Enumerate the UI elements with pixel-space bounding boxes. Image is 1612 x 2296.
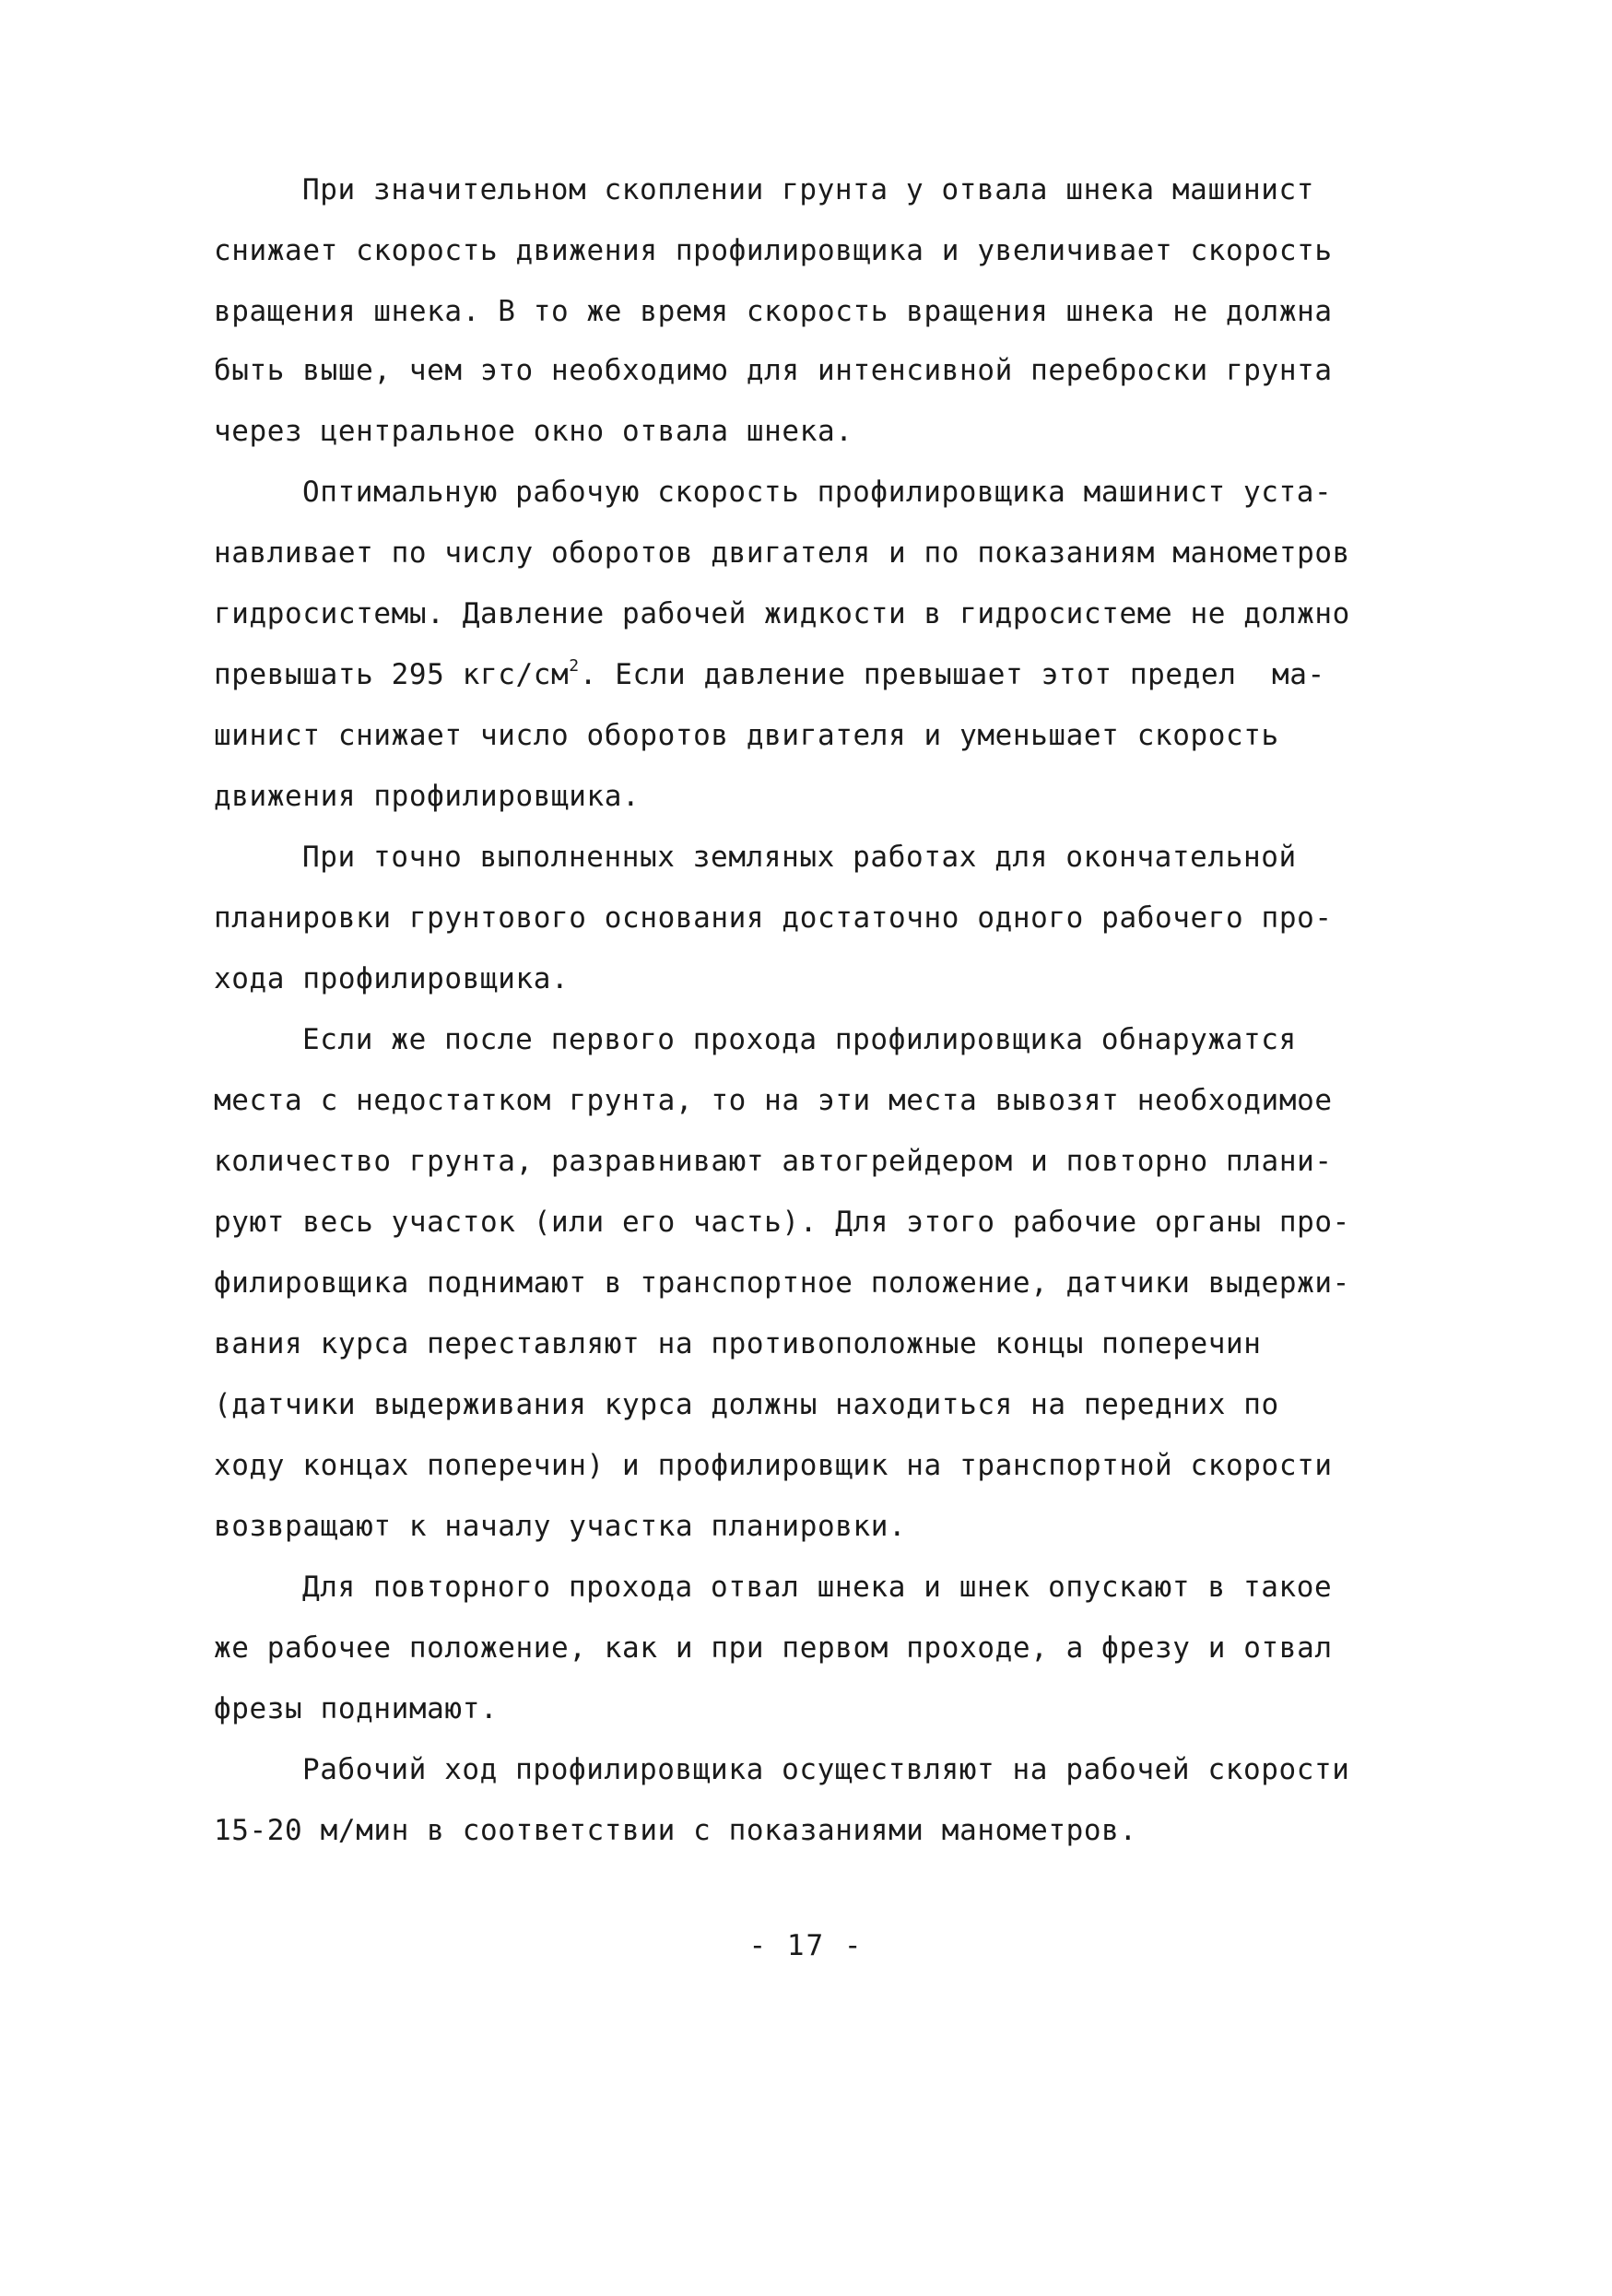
text-segment: . Если давление превышает этот предел ма-	[579, 658, 1325, 691]
text-line: Если же после первого прохода профилировщика обнаружатся	[302, 1023, 1297, 1056]
page-number: - 17 -	[748, 1929, 864, 1962]
text-line	[214, 656, 1325, 693]
text-line: фрезы поднимают.	[214, 1692, 499, 1725]
text-line: При точно выполненных земляных работах для окончательной	[302, 841, 1297, 874]
text-line: шинист снижает число оборотов двигателя и уменьшает скорость	[214, 719, 1279, 752]
text-line: быть выше, чем это необходимо для интенсивной переброски грунта	[214, 354, 1333, 387]
text-line: руют весь участок (или его часть). Для этого рабочие органы про-	[214, 1206, 1350, 1239]
text-line: филировщика поднимают в транспортное положение, датчики выдержи-	[214, 1266, 1350, 1300]
text-line: места с недостатком грунта, то на эти места вывозят необходимое	[214, 1084, 1333, 1117]
text-line: (датчики выдерживания курса должны находиться на передних по	[214, 1388, 1279, 1421]
text-line: планировки грунтового основания достаточно одного рабочего про-	[214, 901, 1333, 935]
text-line: гидросистемы. Давление рабочей жидкости в гидросистеме не должно	[214, 597, 1350, 630]
text-line: навливает по числу оборотов двигателя и по показаниям манометров	[214, 536, 1350, 570]
text-line: Оптимальную рабочую скорость профилировщика машинист уста-	[302, 476, 1333, 509]
text-line: возвращают к началу участка планировки.	[214, 1510, 907, 1543]
text-line: снижает скорость движения профилировщика и увеличивает скорость	[214, 234, 1333, 267]
text-line: же рабочее положение, как и при первом проходе, а фрезу и отвал	[214, 1631, 1333, 1665]
text-line: Для повторного прохода отвал шнека и шнек опускают в такое	[302, 1571, 1333, 1604]
text-line: через центральное окно отвала шнека.	[214, 415, 853, 448]
text-line: хода профилировщика.	[214, 962, 570, 995]
text-line: ходу концах поперечин) и профилировщик на транспортной скорости	[214, 1449, 1333, 1482]
text-line: При значительном скоплении грунта у отвала шнека машинист	[302, 173, 1315, 206]
text-line: вращения шнека. В то же время скорость вращения шнека не должна	[214, 295, 1333, 328]
superscript-exponent: 2	[569, 656, 580, 676]
text-line: вания курса переставляют на противоположные концы поперечин	[214, 1327, 1262, 1360]
text-line: движения профилировщика.	[214, 780, 641, 813]
text-line: 15-20 м/мин в соответствии с показаниями манометров.	[214, 1814, 1137, 1847]
text-line: Рабочий ход профилировщика осуществляют на рабочей скорости	[302, 1753, 1350, 1786]
text-line: количество грунта, разравнивают автогрейдером и повторно плани-	[214, 1145, 1333, 1178]
text-segment: превышать 295 кгс/см	[214, 658, 570, 691]
